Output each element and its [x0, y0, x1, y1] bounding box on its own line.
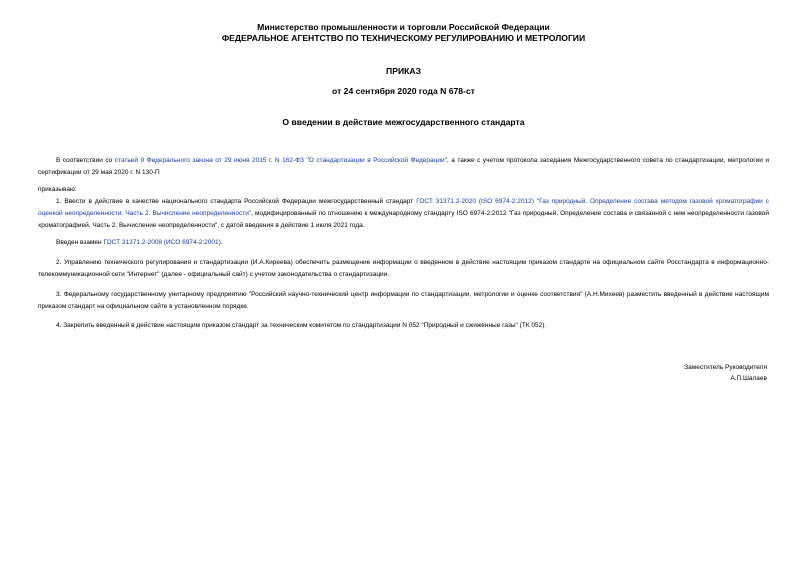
signatory-title: Заместитель Руководителя — [684, 364, 767, 371]
order-word: приказываю: — [38, 186, 77, 193]
document-type: ПРИКАЗ — [386, 66, 421, 76]
ministry-heading: Министерство промышленности и торговли Российской Федерации — [257, 22, 550, 32]
document-subject: О введении в действие межгосударственного стандарта — [282, 117, 525, 127]
item-2-paragraph — [38, 257, 769, 281]
preamble-paragraph — [38, 155, 769, 179]
item-4-paragraph — [38, 320, 769, 332]
gost-2020-link[interactable]: ГОСТ 31371.2-2020 (ISO 6974-2:2012) "Газ природный. Определение состава методом газовой хроматографии с оценкой неопределенности. Часть 2. Вычисление неопределенности" — [38, 198, 770, 217]
item-1-paragraph — [38, 196, 769, 232]
law-link[interactable]: статьей 9 Федерального закона от 29 июня 2015 г. N 162-ФЗ "О стандартизации в Российской Федерации" — [114, 157, 447, 164]
agency-heading: ФЕДЕРАЛЬНОЕ АГЕНТСТВО ПО ТЕХНИЧЕСКОМУ РЕГУЛИРОВАНИЮ И МЕТРОЛОГИИ — [221, 33, 586, 43]
signature-block — [684, 362, 767, 384]
item-2-text: 2. Управлению технического регулирования и стандартизации (И.А.Киреева) обеспечить размещение информации о введенном в действие настоящим приказом стандарте на официальном сайте Росстандарта в информационно-телекоммуникационной сети "Интернет" (далее - официальный сайт) с учетом законодательства о стандартизации. — [38, 259, 769, 278]
replacement-prefix: Введен взамен — [56, 239, 104, 246]
item-3-paragraph — [38, 289, 769, 313]
item-1-suffix: , модифицированный по отношению к международному стандарту ISO 6974-2:2012 "Газ природный. Определение состава и связанной с ним неопределенности газовой хроматографией. Часть 2. Вычисление неопределенности", с датой введения в действие 1 июля 2021 года. — [38, 210, 769, 229]
preamble-suffix: , а также с учетом протокола заседания Межгосударственного совета по стандартизации, метрологии и сертификации от 29 мая 2020 г. N 130-П — [38, 157, 769, 176]
replacement-paragraph — [38, 237, 769, 249]
item-4-text: 4. Закрепить введенный в действие настоящим приказом стандарт за техническим комитетом по стандартизации N 052 "Природный и сжиженные газы" (ТК 052). — [56, 322, 547, 329]
replacement-suffix: . — [220, 239, 223, 246]
date-number: от 24 сентября 2020 года N 678-ст — [332, 86, 475, 96]
signatory-name: А.П.Шалаев — [730, 375, 767, 382]
preamble-prefix: В соответствии со — [56, 157, 115, 164]
item-1-prefix: 1. Ввести в действие в качестве национального стандарта Российской Федерации межгосударственный стандарт — [56, 198, 417, 205]
item-3-text: 3. Федеральному государственному унитарному предприятию "Российский научно-технический центр информации по стандартизации, метрологии и оценке соответствия" (А.Н.Михеев) разместить введенный в действие настоящим приказом стандарт на официальном сайте в установленном порядке. — [38, 291, 769, 310]
gost-2008-link[interactable]: ГОСТ 31371.2-2008 (ИСО 6974-2:2001) — [103, 239, 221, 246]
